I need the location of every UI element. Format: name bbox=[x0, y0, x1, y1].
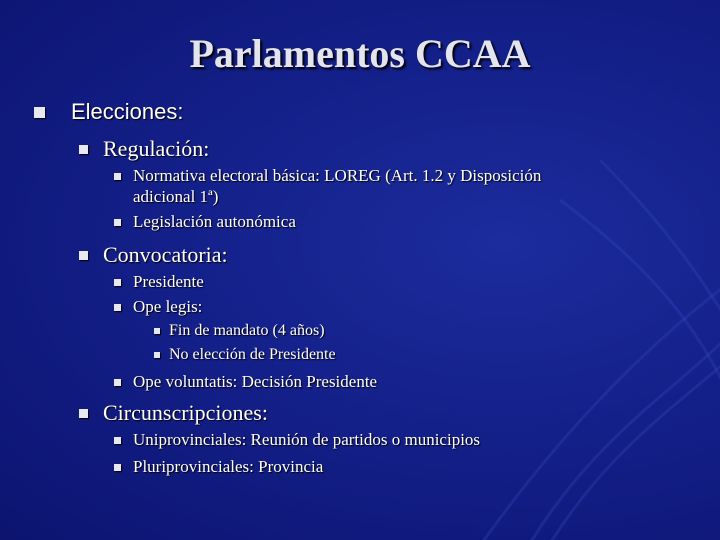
item-regulacion: Regulación: bbox=[103, 136, 210, 161]
bullet-square-icon bbox=[154, 328, 160, 334]
bullet-square-icon bbox=[34, 107, 45, 118]
slide-title: Parlamentos CCAA bbox=[189, 31, 531, 76]
item-uniprovinciales: Uniprovinciales: Reunión de partidos o municipios bbox=[133, 430, 481, 449]
item-pluriprovinciales: Pluriprovinciales: Provincia bbox=[133, 457, 324, 476]
bullet-square-icon bbox=[114, 173, 121, 180]
item-legislacion: Legislación autonómica bbox=[133, 212, 296, 231]
bullet-square-icon bbox=[79, 409, 88, 418]
item-normativa-line2: adicional 1ª) bbox=[133, 187, 219, 206]
bullet-square-icon bbox=[79, 251, 88, 260]
bullet-square-icon bbox=[114, 279, 121, 286]
bullet-square-icon bbox=[114, 379, 121, 386]
bullet-square-icon bbox=[79, 145, 88, 154]
item-circunscripciones: Circunscripciones: bbox=[103, 400, 268, 425]
bullet-square-icon bbox=[114, 437, 121, 444]
item-convocatoria: Convocatoria: bbox=[103, 242, 228, 267]
item-presidente: Presidente bbox=[133, 272, 204, 291]
bullet-square-icon bbox=[114, 219, 121, 226]
item-fin-mandato: Fin de mandato (4 años) bbox=[169, 322, 325, 339]
item-normativa-line1: Normativa electoral básica: LOREG (Art. 1.2 y Disposición bbox=[133, 166, 542, 185]
bullet-square-icon bbox=[114, 304, 121, 311]
item-ope-voluntatis: Ope voluntatis: Decisión Presidente bbox=[133, 372, 378, 391]
bullet-square-icon bbox=[154, 352, 160, 358]
bullet-square-icon bbox=[114, 464, 121, 471]
item-no-eleccion: No elección de Presidente bbox=[169, 346, 336, 363]
item-elecciones: Elecciones: bbox=[71, 99, 184, 124]
item-ope-legis: Ope legis: bbox=[133, 297, 203, 316]
